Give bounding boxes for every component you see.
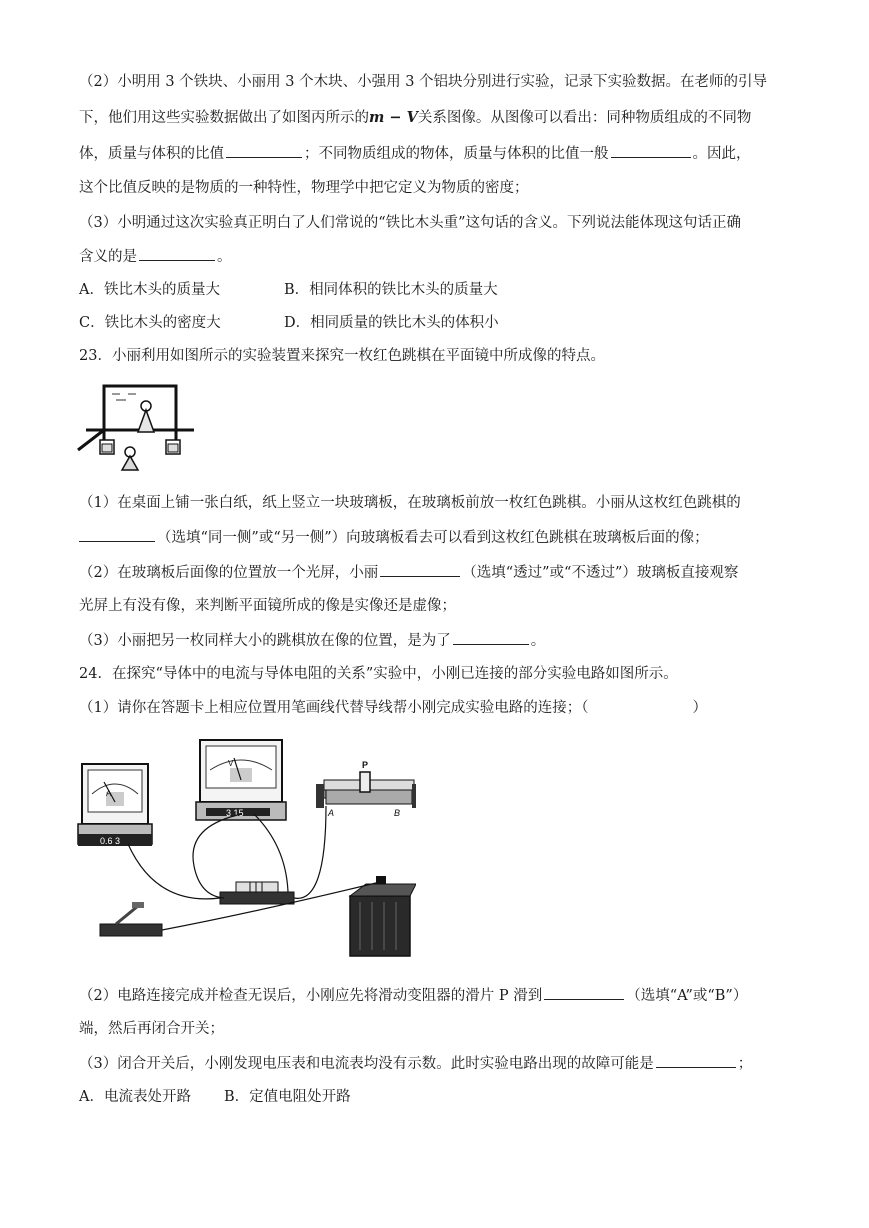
q24-p3-a: （3）闭合开关后，小刚发现电压表和电流表均没有示数。此时实验电路出现的故障可能是 [79,1056,654,1072]
q22-p2-line3-b: ；不同物质组成的物体，质量与体积的比值一般 [304,146,609,162]
q22-p2-line3-c: 。因此， [692,146,751,162]
q22-option-c[interactable]: C．铁比木头的密度大 [79,315,221,331]
q24-p3-b: ； [737,1056,753,1072]
q22-p2-line2-a: 下，他们用这些实验数据做出了如图丙所示的 [79,110,369,126]
fixed-resistor [220,882,294,904]
q22-p2-line1: （2）小明用 3 个铁块、小丽用 3 个木块、小强用 3 个铝块分别进行实验，记录下实验数据。在老师的引导 [79,74,768,90]
answer-blank[interactable] [226,143,302,158]
q23-stem: 23．小丽利用如图所示的实验装置来探究一枚红色跳棋在平面镜中所成像的特点。 [79,348,605,364]
q23-p1-line2 [79,527,709,548]
q22-p3-line1: （3）小明通过这次实验真正明白了人们常说的“铁比木头重”这句话的含义。下列说法能体现这句话正确 [79,215,742,231]
q22-p2-line2 [79,108,751,128]
voltmeter-label: V [228,759,234,768]
q24-option-b[interactable]: B．定值电阻处开路 [224,1089,351,1105]
answer-blank[interactable] [380,562,460,577]
answer-blank[interactable] [79,527,155,542]
q23-p2-line1 [79,562,738,583]
chess-piece-red [122,447,138,470]
q24-option-a[interactable]: A．电流表处开路 [79,1089,191,1105]
answer-blank[interactable] [611,143,691,158]
q24-p2-line1-b: （选填“A”或“B”） [626,988,748,1004]
answer-blank[interactable] [656,1053,736,1068]
q22-p2-line4: 这个比值反映的是物质的一种特性，物理学中把它定义为物质的密度； [79,180,529,196]
rheostat-a-label: A [328,808,335,818]
q22-option-b[interactable]: B．相同体积的铁比木头的质量大 [284,282,498,298]
ammeter-label: A [106,789,112,798]
chess-piece-image [138,401,154,432]
ammeter-terminals: 0.6 3 [100,836,121,846]
answer-blank[interactable] [544,985,624,1000]
q23-p2-line1-a: （2）在玻璃板后面像的位置放一个光屏，小丽 [79,565,379,581]
q23-p1-line1: （1）在桌面上铺一张白纸，纸上竖立一块玻璃板，在玻璃板前放一枚红色跳棋。小丽从这枚红色跳棋的 [79,495,741,511]
plane-mirror-apparatus-figure [76,380,200,472]
q22-option-a[interactable]: A．铁比木头的质量大 [79,282,220,298]
answer-blank[interactable] [453,630,529,645]
rheostat [316,760,416,818]
q22-p3-line2-a: 含义的是 [79,249,137,265]
mv-symbol: m − V [369,109,418,126]
q22-p2-line2-b: 关系图像。从图像可以看出：同种物质组成的不同物 [417,110,752,126]
q22-p3-line2 [79,246,232,267]
q24-p1-a: （1）请你在答题卡上相应位置用笔画线代替导线帮小刚完成实验电路的连接；（ [79,700,589,716]
ammeter [78,764,152,846]
q23-p3-a: （3）小丽把另一枚同样大小的跳棋放在像的位置，是为了 [79,633,451,649]
q24-p1 [79,698,707,718]
q23-p2-line2: 光屏上有没有像，来判断平面镜所成的像是实像还是虚像； [79,598,456,614]
battery [350,876,416,956]
wires [128,806,380,930]
q22-option-d[interactable]: D．相同质量的铁比木头的体积小 [284,315,499,331]
q24-p1-b: ） [692,700,707,716]
q24-p2-line1-a: （2）电路连接完成并检查无误后，小刚应先将滑动变阻器的滑片 P 滑到 [79,988,543,1004]
q24-p2-line2: 端，然后再闭合开关； [79,1021,224,1037]
glass-holder-right [166,440,180,454]
q24-p2-line1 [79,985,747,1006]
q24-stem: 24．在探究“导体中的电流与导体电阻的关系”实验中，小刚已连接的部分实验电路如图所示。 [79,666,678,682]
answer-blank[interactable] [139,246,215,261]
rheostat-b-label: B [394,808,401,818]
voltmeter [196,740,286,820]
rheostat-p-label: P [362,760,369,770]
q23-p3 [79,630,545,651]
switch [100,902,162,936]
q23-p3-b: 。 [530,633,546,649]
q22-p3-line2-b: 。 [217,249,232,265]
circuit-figure [76,736,416,962]
glass-holder-left [100,440,114,454]
q24-p3 [79,1053,752,1074]
q22-p2-line3 [79,143,751,164]
q22-p2-line3-a: 体，质量与体积的比值 [79,146,224,162]
voltmeter-terminals: 3 15 [226,808,244,818]
q23-p1-line2-text: （选填“同一侧”或“另一侧”）向玻璃板看去可以看到这枚红色跳棋在玻璃板后面的像； [157,530,709,546]
q23-p2-line1-b: （选填“透过”或“不透过”）玻璃板直接观察 [462,565,739,581]
